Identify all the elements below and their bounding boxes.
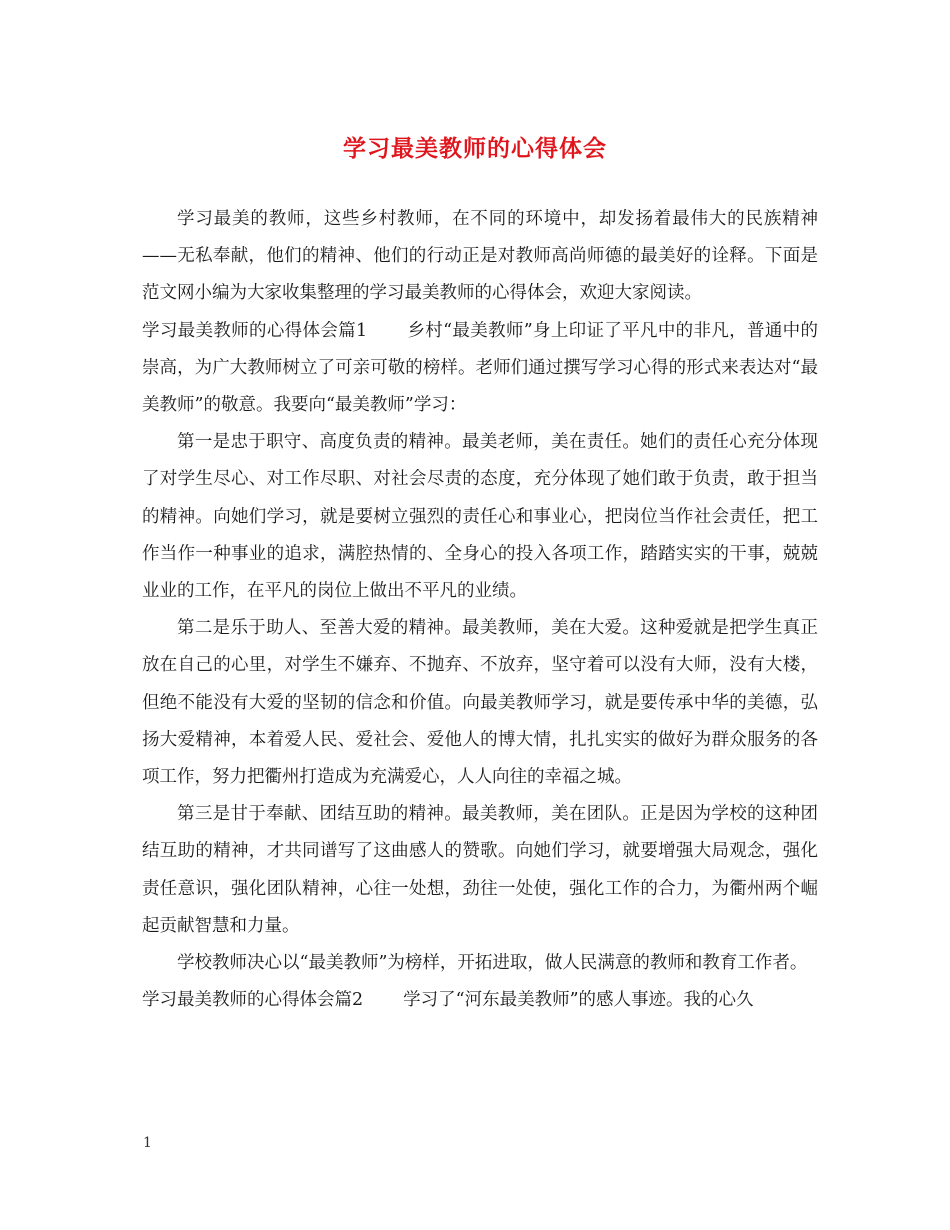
closing-paragraph: 学校教师决心以“最美教师”为榜样，开拓进取，做人民满意的教师和教育工作者。	[177, 953, 808, 974]
document-title: 学习最美教师的心得体会	[343, 135, 607, 162]
document-body	[142, 201, 818, 1019]
section-2-heading: 学习最美教师的心得体会篇2	[142, 990, 364, 1011]
section-1-heading: 学习最美教师的心得体会篇1	[142, 320, 368, 341]
point-2-paragraph: 第二是乐于助人、至善大爱的精神。最美教师，美在大爱。这种爱就是把学生真正放在自己的心里，对学生不嫌弃、不抛弃、不放弃，坚守着可以没有大师，没有大楼，但绝不能没有大爱的坚韧的信念和价值。向最美教师学习，就是要传承中华的美德，弘扬大爱精神，本着爱人民、爱社会、爱他人的博大情，扎扎实实的做好为群众服务的各项工作，努力把衢州打造成为充满爱心，人人向往的幸福之城。	[142, 618, 818, 788]
page-number: 1	[143, 1135, 152, 1151]
section-1-text: 乡村“最美教师”身上印证了平凡中的非凡，普通中的崇高，为广大教师树立了可亲可敬的榜样。老师们通过撰写学习心得的形式来表达对“最美教师”的敬意。我要向“最美教师”学习：	[142, 320, 818, 416]
point-1-paragraph: 第一是忠于职守、高度负责的精神。最美老师，美在责任。她们的责任心充分体现了对学生尽心、对工作尽职、对社会尽责的态度，充分体现了她们敢于负责，敢于担当的精神。向她们学习，就是要树立强烈的责任心和事业心，把岗位当作社会责任，把工作当作一种事业的追求，满腔热情的、全身心的投入各项工作，踏踏实实的干事，兢兢业业的工作，在平凡的岗位上做出不平凡的业绩。	[142, 432, 818, 602]
section-1-paragraph	[142, 313, 818, 425]
section-2-paragraph	[142, 982, 818, 1019]
intro-paragraph: 学习最美的教师，这些乡村教师，在不同的环境中，却发扬着最伟大的民族精神——无私奉献，他们的精神、他们的行动正是对教师高尚师德的最美好的诠释。下面是范文网小编为大家收集整理的学习最美教师的心得体会，欢迎大家阅读。	[142, 209, 818, 304]
section-2-text: 学习了“河东最美教师”的感人事迹。我的心久	[403, 990, 754, 1011]
point-3-paragraph: 第三是甘于奉献、团结互助的精神。最美教师，美在团队。正是因为学校的这种团结互助的精神，才共同谱写了这曲感人的赞歌。向她们学习，就要增强大局观念，强化责任意识，强化团队精神，心往一处想，劲往一处使，强化工作的合力，为衢州两个崛起贡献智慧和力量。	[142, 804, 818, 936]
